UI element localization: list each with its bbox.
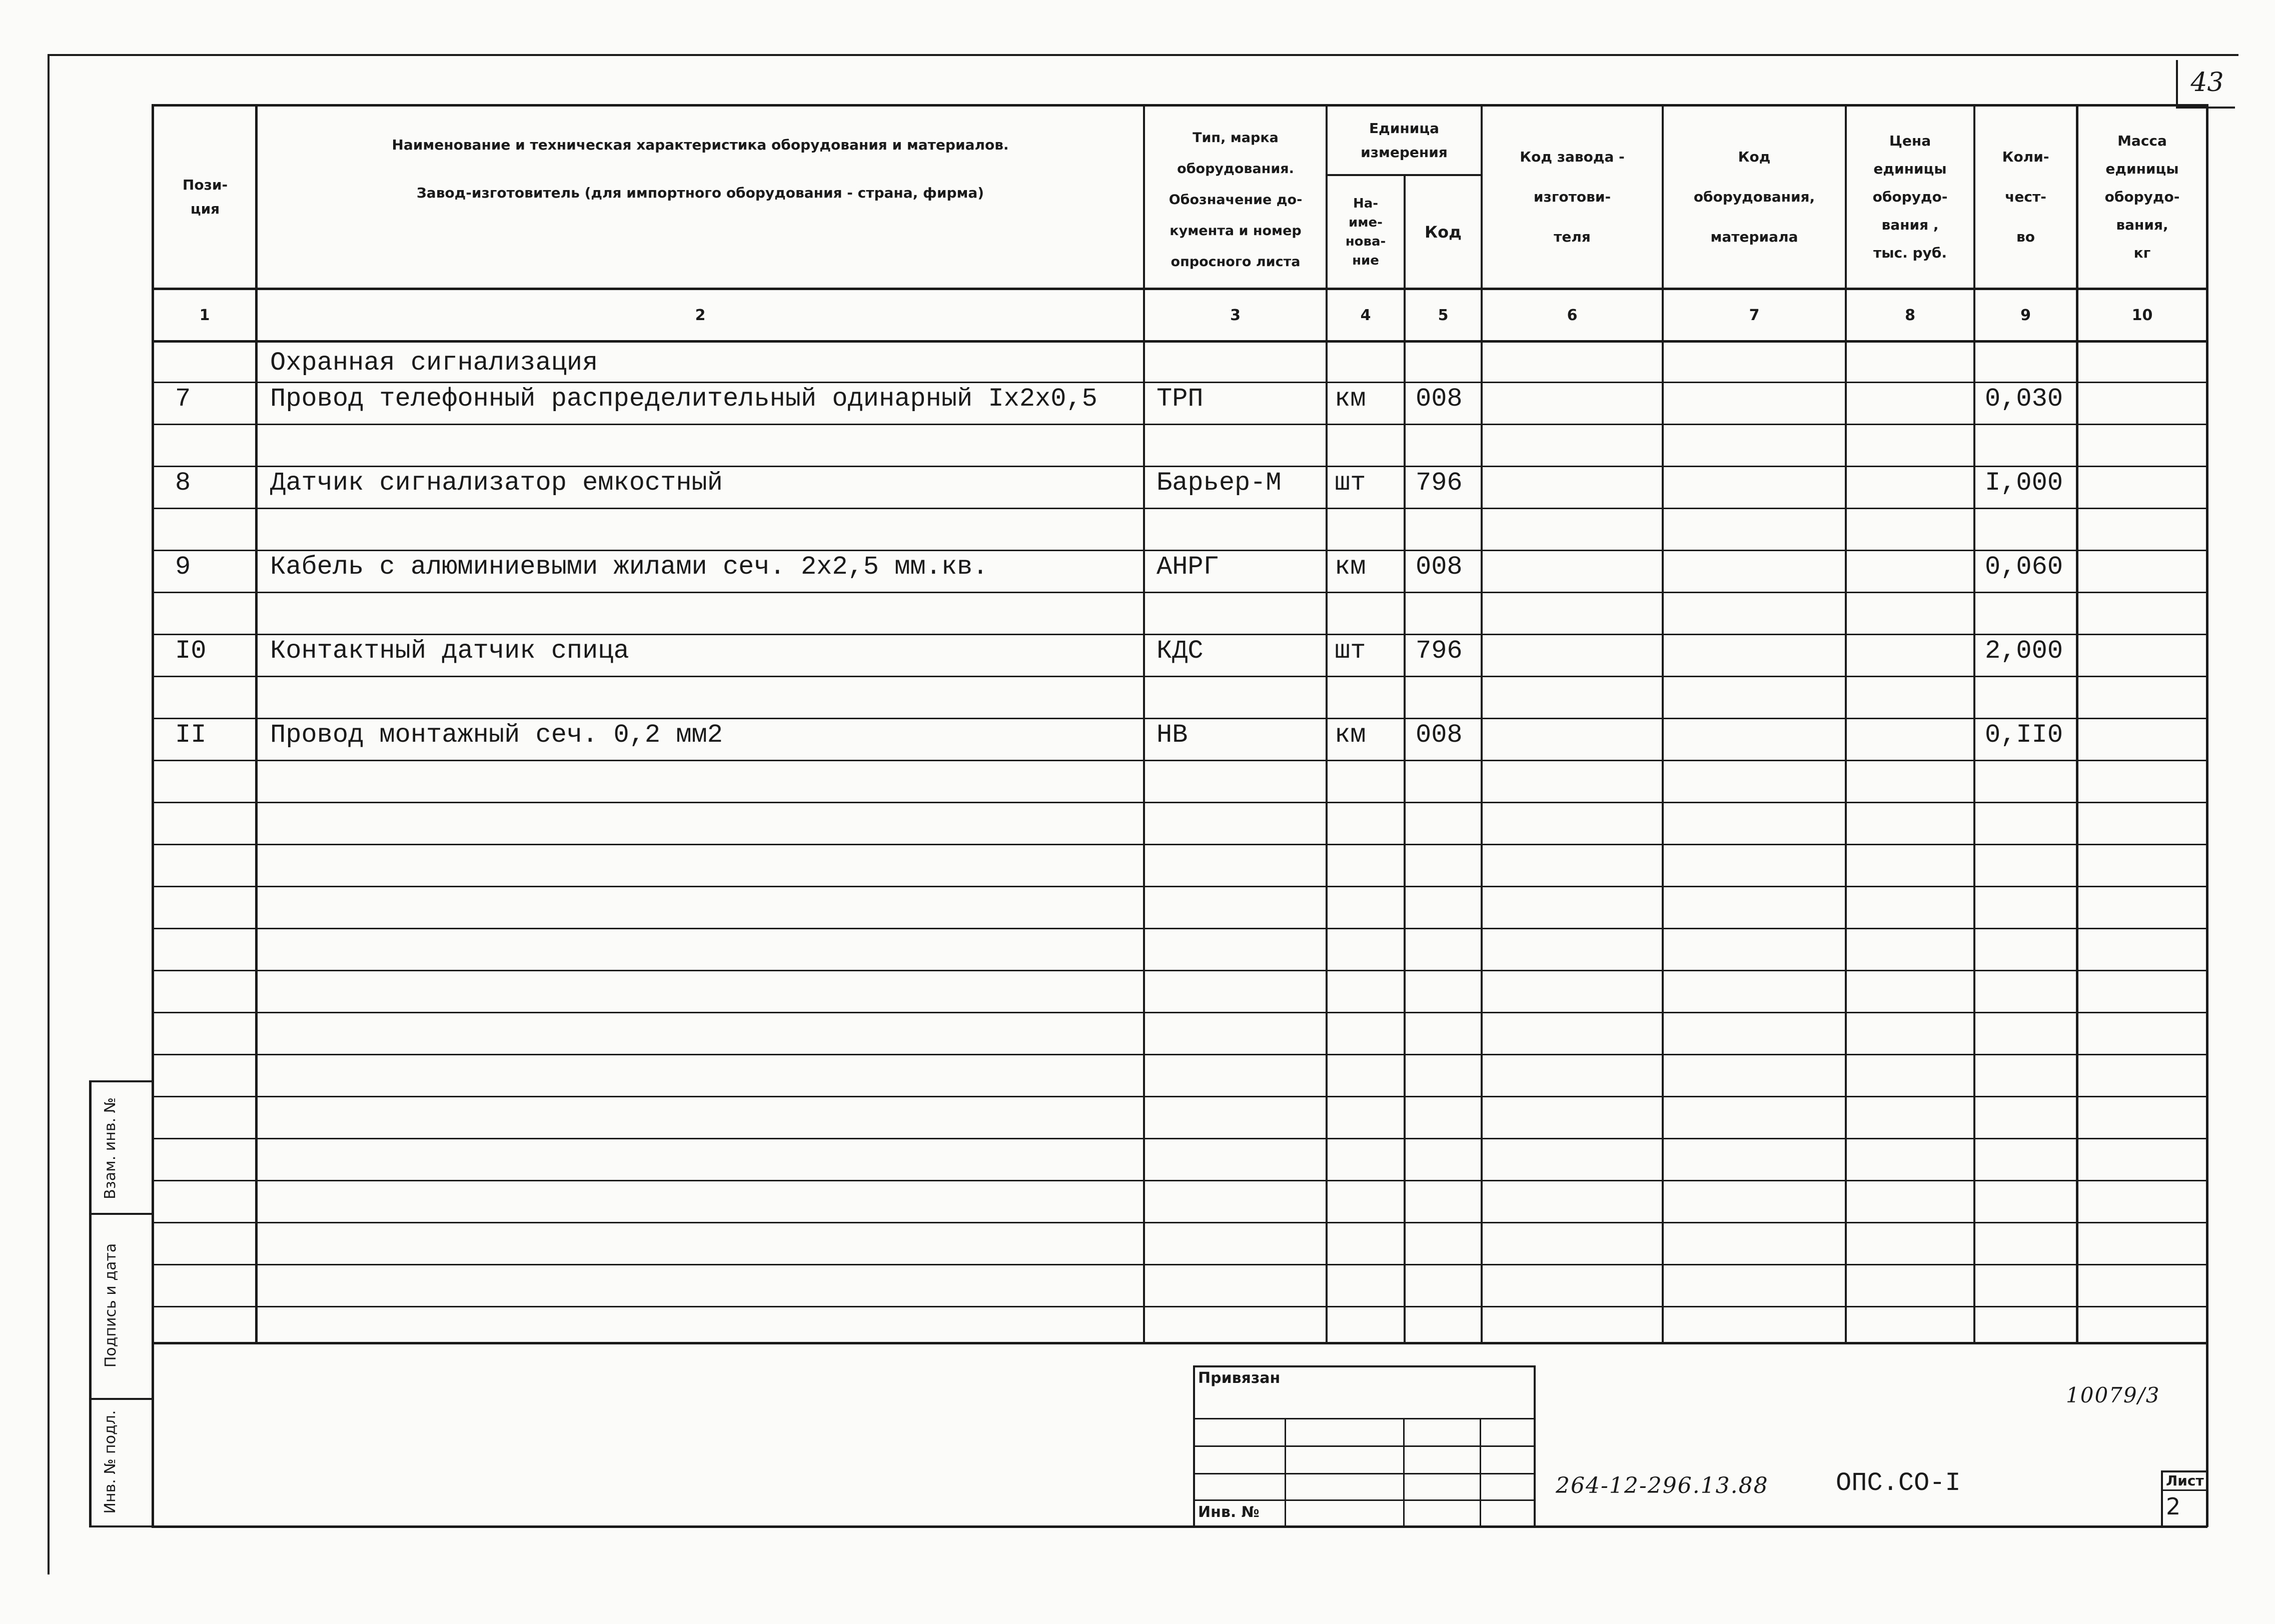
header-type: Тип, марка оборудования. Обозначение до- кумента и номер опросного листа xyxy=(1169,130,1303,270)
row-name: Охранная сигнализация xyxy=(270,348,598,378)
row-unit-code: 008 xyxy=(1416,720,1463,750)
sheet-label: Лист xyxy=(2166,1472,2204,1489)
designation: ОПС.СО-I xyxy=(1836,1468,1961,1498)
row-unit-code: 796 xyxy=(1416,468,1463,498)
row-quantity: 0,030 xyxy=(1985,384,2063,414)
side-label-replaced-inv: Взам. инв. № xyxy=(102,1097,119,1199)
row-name: Кабель с алюминиевыми жилами сеч. 2х2,5 мм.кв. xyxy=(270,552,988,582)
document-number: 10079/3 xyxy=(2066,1383,2160,1407)
row-position: 8 xyxy=(175,468,191,498)
row-quantity: I,000 xyxy=(1985,468,2063,498)
row-name: Контактный датчик спица xyxy=(270,636,629,666)
row-unit: км xyxy=(1335,384,1366,414)
row-name: Провод телефонный распределительный одинарный Iх2х0,5 xyxy=(270,384,1097,414)
side-label-signature-date: Подпись и дата xyxy=(102,1243,120,1368)
column-number: 4 xyxy=(1360,306,1371,324)
column-number: 8 xyxy=(1905,306,1915,324)
row-unit: шт xyxy=(1335,636,1366,666)
row-quantity: 2,000 xyxy=(1985,636,2063,666)
row-unit: км xyxy=(1335,720,1366,750)
header-unit-code: Код xyxy=(1425,222,1462,242)
column-number: 7 xyxy=(1749,306,1760,324)
drawing-code: 264-12-296.13.88 xyxy=(1556,1473,1769,1498)
row-name: Провод монтажный сеч. 0,2 мм2 xyxy=(270,720,723,750)
side-label-inv-original: Инв. № подл. xyxy=(102,1410,119,1514)
row-unit: шт xyxy=(1335,468,1366,498)
row-unit-code: 008 xyxy=(1416,384,1463,414)
header-name: Наименование и техническая характеристика оборудования и материалов. Завод-изготовитель (для импортного оборудования - страна, фирма) xyxy=(392,137,1009,201)
row-unit: км xyxy=(1335,552,1366,582)
column-number: 1 xyxy=(199,306,210,324)
column-number: 2 xyxy=(695,306,706,324)
column-number: 9 xyxy=(2020,306,2031,324)
row-type: Барьер-М xyxy=(1157,468,1282,498)
row-quantity: 0,II0 xyxy=(1985,720,2063,750)
bound-label: Привязан xyxy=(1198,1369,1281,1387)
header-factory-code: Код завода - изготови- теля xyxy=(1520,149,1625,245)
row-type: ТРП xyxy=(1157,384,1204,414)
outer-frame-left xyxy=(48,54,50,1574)
row-unit-code: 008 xyxy=(1416,552,1463,582)
row-position: 7 xyxy=(175,384,191,414)
page-box-left xyxy=(2176,60,2178,108)
row-position: 9 xyxy=(175,552,191,582)
column-number: 3 xyxy=(1230,306,1241,324)
row-name: Датчик сигнализатор емкостный xyxy=(270,468,723,498)
row-type: КДС xyxy=(1157,636,1204,666)
header-price: Цена единицы оборудо- вания , тыс. руб. xyxy=(1872,133,1948,261)
column-number: 5 xyxy=(1438,306,1449,324)
row-position: II xyxy=(175,720,207,750)
header-position: Пози- ция xyxy=(182,177,228,217)
row-unit-code: 796 xyxy=(1416,636,1463,666)
sheet-number: 2 xyxy=(2166,1493,2181,1520)
header-unit-name: На- име- нова- ние xyxy=(1345,196,1386,268)
column-number: 10 xyxy=(2131,306,2153,324)
header-unit-group: Единица измерения xyxy=(1361,120,1448,161)
header-mass: Масса единицы оборудо- вания, кг xyxy=(2104,133,2180,261)
row-type: НВ xyxy=(1157,720,1188,750)
outer-frame-top xyxy=(48,54,2238,56)
page-number: 43 xyxy=(2190,68,2224,98)
header-equipment-code: Код оборудования, материала xyxy=(1693,149,1815,245)
header-quantity: Коли- чест- во xyxy=(2002,149,2049,245)
row-quantity: 0,060 xyxy=(1985,552,2063,582)
row-type: АНРГ xyxy=(1157,552,1219,582)
inv-number-label: Инв. № xyxy=(1198,1503,1260,1521)
column-number: 6 xyxy=(1567,306,1578,324)
row-position: I0 xyxy=(175,636,207,666)
